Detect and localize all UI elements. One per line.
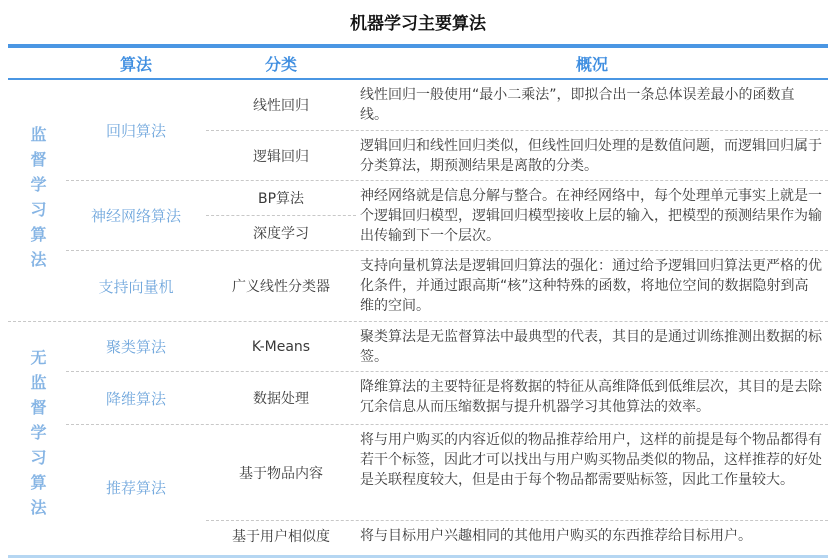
category-cell: 逻辑回归 xyxy=(253,148,309,165)
group-svm xyxy=(66,250,828,321)
group-clustering xyxy=(66,322,828,371)
overview-cell: 降维算法的主要特征是将数据的特征从高维降低到低维层次，其目的是去除冗余信息从而压缩数据与提升机器学习其他算法的效率。 xyxy=(360,379,822,415)
table-row-svm xyxy=(206,251,828,321)
column-header-overview: 概况 xyxy=(575,54,608,74)
overview-cell: 神经网络就是信息分解与整合。在神经网络中，每个处理单元事实上就是一个逻辑回归模型，逻辑回归模型接收上层的输入，把模型的预测结果作为输出传输到下一个层次。 xyxy=(360,188,822,244)
overview-cell: 将与用户购买的内容近似的物品推荐给用户，这样的前提是每个物品都得有若干个标签，因此才可以找出与用户购买物品类似的物品，这样推荐的好处是关联程度较大，但是由于每个物品都需要贴标签，因此工作量较大。 xyxy=(360,432,822,488)
category-cell: 深度学习 xyxy=(206,215,356,250)
overview-cell: 逻辑回归和线性回归类似，但线性回归处理的是数值问题，而逻辑回归属于分类算法，期预测结果是离散的分类。 xyxy=(360,138,822,174)
section-unsupervised xyxy=(8,321,828,550)
group-neural-network xyxy=(66,180,828,250)
table-header-row xyxy=(8,44,828,80)
algorithm-cell-svm: 支持向量机 xyxy=(98,277,174,296)
algorithm-cell-dimensionality-reduction: 降维算法 xyxy=(105,389,166,408)
table-row-linear-regression xyxy=(206,80,828,130)
table-row-logistic-regression xyxy=(206,130,828,180)
overview-cell: 线性回归一般使用“最小二乘法”，即拟合出一条总体误差最小的函数直线。 xyxy=(360,87,795,123)
algorithm-cell-neural-network: 神经网络算法 xyxy=(90,207,181,225)
section-supervised-groups xyxy=(66,80,828,321)
page-title: 机器学习主要算法 xyxy=(350,14,486,34)
overview-cell: 将与目标用户兴趣相同的其他用户购买的东西推荐给目标用户。 xyxy=(360,528,752,544)
section-label-supervised: 监督学习算法 xyxy=(28,125,47,276)
category-cell: 广义线性分类器 xyxy=(232,279,330,295)
algorithm-cell-recommendation: 推荐算法 xyxy=(105,479,166,497)
overview-cell: 支持向量机算法是逻辑回归算法的强化：通过给予逻辑回归算法更严格的优化条件，并通过跟高斯“核”这种特殊的函数，将地位空间的数据隐射到高维的空间。 xyxy=(360,258,822,314)
category-cell: 线性回归 xyxy=(253,98,309,114)
algorithms-table xyxy=(8,44,828,550)
table-row-kmeans xyxy=(206,322,828,371)
group-recommendation xyxy=(66,424,828,550)
category-cell: K-Means xyxy=(251,338,311,355)
algorithm-cell-regression: 回归算法 xyxy=(105,121,166,140)
category-stack xyxy=(206,181,356,250)
category-cell: 数据处理 xyxy=(253,391,309,407)
category-cell: 基于物品内容 xyxy=(239,465,323,482)
table-row-data-processing xyxy=(206,372,828,424)
section-label-unsupervised: 无监督学习算法 xyxy=(28,348,47,524)
table-row-user-similarity xyxy=(206,520,828,550)
column-header-algorithm: 算法 xyxy=(119,54,152,74)
group-dimensionality-reduction xyxy=(66,371,828,424)
category-cell: 基于用户相似度 xyxy=(232,528,330,545)
overview-cell: 聚类算法是无监督算法中最典型的代表，其目的是通过训练推测出数据的标签。 xyxy=(360,329,822,365)
group-regression xyxy=(66,80,828,180)
category-cell: BP算法 xyxy=(257,191,305,207)
section-unsupervised-groups xyxy=(66,322,828,550)
column-header-category: 分类 xyxy=(264,54,297,74)
table-row-item-content xyxy=(206,425,828,520)
algorithm-cell-clustering: 聚类算法 xyxy=(105,338,166,356)
table-row-neural-network xyxy=(206,181,828,250)
section-supervised xyxy=(8,80,828,321)
